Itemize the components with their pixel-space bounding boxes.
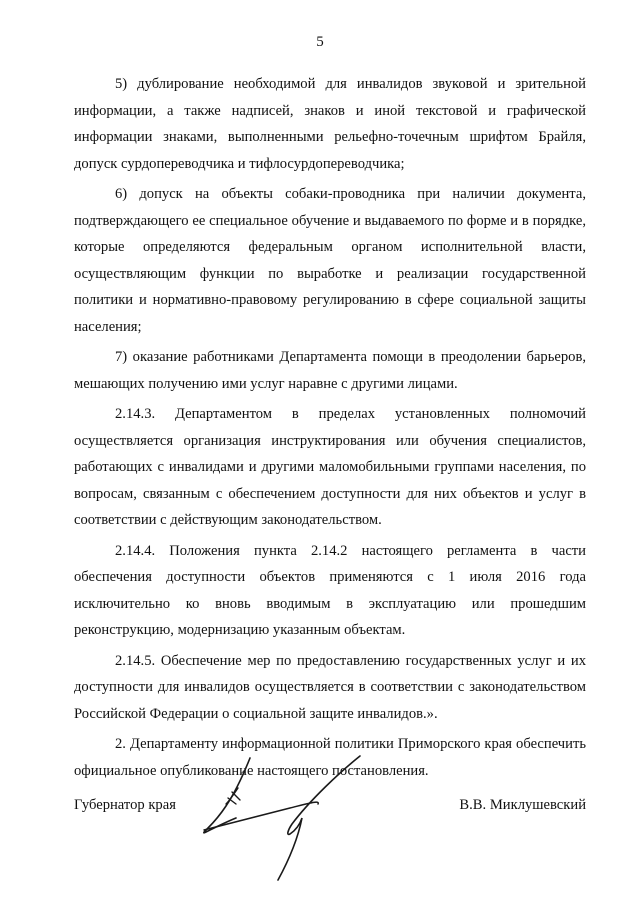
signatory-title: Губернатор края [74, 797, 176, 813]
paragraph-item-5: 5) дублирование необходимой для инвалидов звуковой и зрительной информации, а также надписей, знаков и иной текстовой и графической информации знаками, выполненными рельефно-точечным шрифтом Брайля, допуск сурдопереводчика и тифлосурдопереводчика; [74, 76, 586, 172]
paragraph-2-14-5: 2.14.5. Обеспечение мер по предоставлению государственных услуг и их доступности для инвалидов осуществляется в соответствии с законодательством Российской Федерации о социальной защите инвалидов.». [74, 652, 586, 722]
signatory-name: В.В. Миклушевский [459, 797, 586, 813]
paragraph-item-7: 7) оказание работниками Департамента помощи в преодолении барьеров, мешающих получению ими услуг наравне с другими лицами. [74, 349, 586, 392]
handwritten-signature [190, 748, 370, 888]
paragraph-2: 2. Департаменту информационной политики Приморского края обеспечить официальное опубликование настоящего постановления. [74, 736, 586, 779]
paragraph-2-14-3: 2.14.3. Департаментом в пределах установленных полномочий осуществляется организация инструктирования или обучения специалистов, работающих с инвалидами и другими маломобильными группами населения, по вопросам, связанным с обеспечением доступности для них объектов и услуг в соответствии с действующим законодательством. [74, 406, 586, 528]
paragraph-item-6: 6) допуск на объекты собаки-проводника при наличии документа, подтверждающего ее специальное обучение и выдаваемого по форме и в порядке, которые определяются федеральным органом исполнительной власти, осуществляющим функции по выработке и реализации государственной политики и нормативно-правовому регулированию в сфере социальной защиты населения; [74, 186, 586, 335]
paragraph-2-14-4: 2.14.4. Положения пункта 2.14.2 настоящего регламента в части обеспечения доступности объектов применяются с 1 июля 2016 года исключительно ко вновь вводимым в эксплуатацию или прошедшим реконструкцию, модернизацию указанным объектам. [74, 542, 586, 638]
document-body [74, 71, 586, 788]
page-number: 5 [316, 34, 324, 50]
